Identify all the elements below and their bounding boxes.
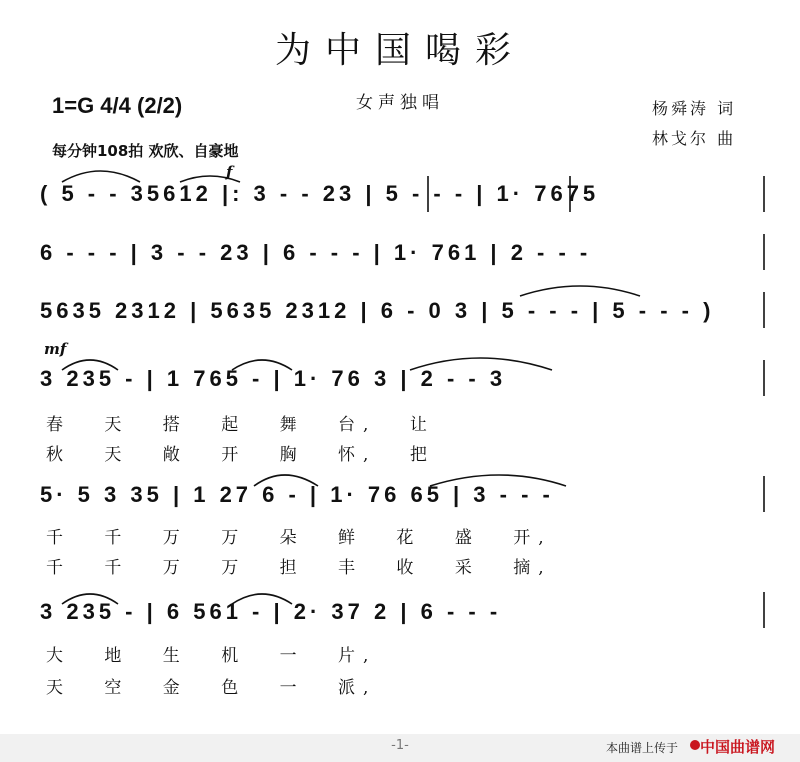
mezzo-forte-mark: mf xyxy=(44,340,67,358)
upload-note: 本曲谱上传于 xyxy=(606,741,679,755)
composer-credit: 林戈尔 曲 xyxy=(652,129,737,148)
score-row-4: 3 235 - | 1 765 - | 1· 76 3 | 2 - - 3 xyxy=(40,366,507,391)
tempo-marking: 每分钟108拍 欢欣、自豪地 xyxy=(52,142,239,160)
page-number: -1- xyxy=(391,738,409,753)
score-row-3: 5635 2312 | 5635 2312 | 6 - 0 3 | 5 - - - | 5 - - - ) xyxy=(40,298,715,323)
lyricist-credit: 杨舜涛 词 xyxy=(652,99,737,118)
lyric-line-4: 千 千 万 万 担 丰 收 采 摘, xyxy=(46,558,552,578)
forte-mark: f xyxy=(226,163,233,181)
song-subtitle: 女声独唱 xyxy=(356,93,444,113)
slur xyxy=(430,475,566,486)
lyric-line-5: 大 地 生 机 一 片, xyxy=(46,646,377,666)
site-name: 中国曲谱网 xyxy=(700,738,776,756)
lyric-line-1: 春 天 搭 起 舞 台, 让 xyxy=(46,415,435,435)
score-row-6: 3 235 - | 6 561 - | 2· 37 2 | 6 - - - xyxy=(40,599,502,624)
score-row-1: ( 5 - - 35612 |: 3 - - 23 | 5 - - - | 1· 7675 xyxy=(40,181,600,206)
slur xyxy=(62,594,118,604)
lyric-line-6: 天 空 金 色 一 派, xyxy=(46,678,377,698)
lyric-line-2: 秋 天 敞 开 胸 怀, 把 xyxy=(46,445,435,465)
slur xyxy=(232,360,292,370)
slur xyxy=(62,171,140,182)
slur xyxy=(62,360,118,370)
slur xyxy=(180,176,240,182)
key-signature: 1=G 4/4 (2/2) xyxy=(52,93,183,118)
song-title: 为中国喝彩 xyxy=(274,30,525,71)
site-logo-icon xyxy=(690,740,700,750)
slur xyxy=(232,594,292,604)
score-row-2: 6 - - - | 3 - - 23 | 6 - - - | 1· 761 | 2 - - - xyxy=(40,240,592,265)
score-row-5: 5· 5 3 35 | 1 27 6 - | 1· 76 65 | 3 - - - xyxy=(40,482,554,507)
lyric-line-3: 千 千 万 万 朵 鲜 花 盛 开, xyxy=(46,528,552,548)
slur xyxy=(410,358,552,370)
slur xyxy=(520,286,640,296)
slur xyxy=(254,475,318,486)
